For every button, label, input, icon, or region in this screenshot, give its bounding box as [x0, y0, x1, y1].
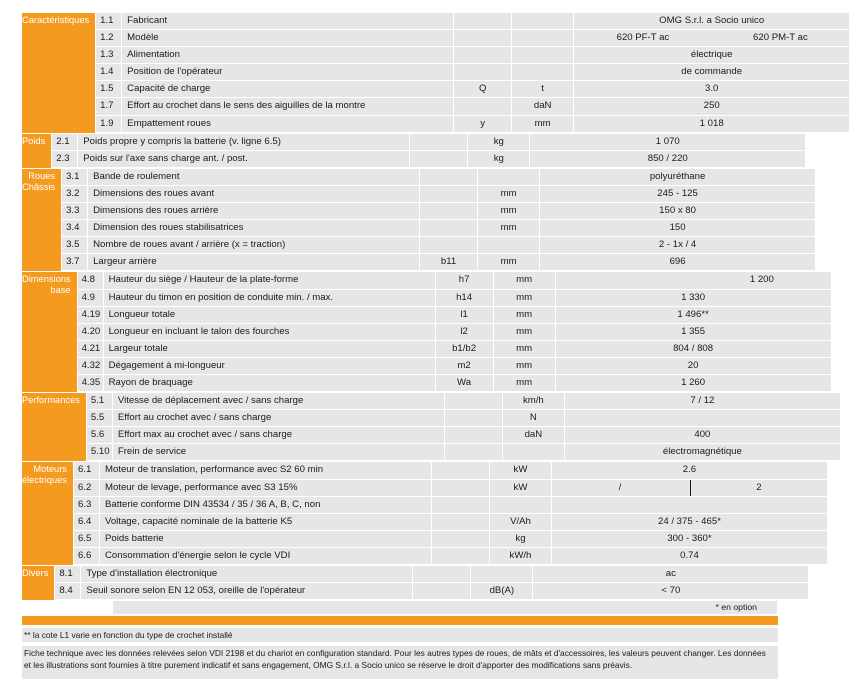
row-value-cell [552, 462, 827, 478]
row-symbol [454, 98, 511, 114]
row-value-cell [565, 444, 840, 460]
row-value: 1 330 [681, 291, 706, 303]
row-unit: daN [512, 98, 573, 114]
spec-row [95, 47, 849, 63]
row-value: / [618, 481, 622, 493]
row-symbol [445, 444, 502, 460]
row-number: 4.8 [78, 272, 103, 288]
row-unit: mm [494, 272, 555, 288]
row-unit: mm [478, 254, 539, 270]
row-symbol [420, 169, 477, 185]
row-unit: kW/h [490, 548, 551, 564]
category-label [22, 13, 95, 133]
row-unit: mm [478, 220, 539, 236]
category-label [22, 272, 77, 392]
row-symbol [410, 151, 467, 167]
row-symbol [420, 220, 477, 236]
row-number: 4.32 [78, 358, 103, 374]
row-symbol [420, 186, 477, 202]
row-symbol: Wa [436, 375, 493, 391]
row-unit [512, 30, 573, 46]
spec-row [86, 427, 840, 443]
row-value-cell [552, 497, 827, 513]
row-symbol [432, 462, 489, 478]
row-value: électromagnétique [662, 446, 742, 458]
row-value: 250 [703, 100, 720, 112]
row-number: 5.5 [87, 410, 112, 426]
row-number: 1.2 [96, 30, 121, 46]
row-unit: mm [512, 116, 573, 132]
row-symbol [454, 30, 511, 46]
row-number: 3.5 [62, 237, 87, 253]
row-value: 3.0 [705, 83, 719, 95]
spec-row [86, 393, 840, 409]
row-number: 1.5 [96, 81, 121, 97]
category-line: électriques [22, 475, 67, 486]
row-value-cell [530, 134, 805, 150]
row-value-cell [540, 186, 815, 202]
row-value: 7 / 12 [690, 395, 715, 407]
row-unit: kW [490, 462, 551, 478]
row-value: 20 [687, 359, 699, 371]
row-label: Bande de roulement [88, 169, 419, 185]
spec-section [22, 134, 778, 168]
row-unit: mm [478, 203, 539, 219]
row-value: 150 [669, 222, 686, 234]
spec-row [77, 272, 831, 288]
row-number: 5.1 [87, 393, 112, 409]
row-symbol: l2 [436, 324, 493, 340]
row-value-cell [556, 272, 831, 288]
row-unit [512, 47, 573, 63]
row-unit: kW [490, 480, 551, 496]
row-unit [512, 13, 573, 29]
row-value-cell [556, 341, 831, 357]
spec-rows [73, 462, 827, 565]
row-value-cell [556, 358, 831, 374]
row-symbol [445, 393, 502, 409]
category-line: Roues [28, 170, 56, 181]
row-symbol: y [454, 116, 511, 132]
row-value-cell [552, 548, 827, 564]
category-line: Moteurs [33, 464, 67, 475]
row-number: 1.3 [96, 47, 121, 63]
row-symbol [445, 427, 502, 443]
row-value-cell [574, 47, 849, 63]
spec-row [54, 566, 808, 582]
row-value: OMG S.r.l. a Socio unico [659, 15, 765, 26]
row-number: 6.5 [74, 531, 99, 547]
row-value-cell [574, 30, 849, 46]
row-label: Longueur totale [104, 307, 435, 323]
row-value: 0.74 [680, 549, 699, 561]
row-unit: mm [494, 307, 555, 323]
row-value-cell [540, 220, 815, 236]
row-value-cell [552, 480, 827, 496]
spec-row [61, 186, 815, 202]
row-value-cell [556, 307, 831, 323]
row-value-cell [540, 254, 815, 270]
category-label [22, 169, 61, 272]
row-number: 6.3 [74, 497, 99, 513]
row-value: 1 018 [699, 117, 724, 129]
row-value: 1 070 [655, 135, 680, 147]
spec-rows [51, 134, 805, 168]
category-label [22, 393, 86, 461]
row-unit: mm [494, 358, 555, 374]
row-value-cell [552, 531, 827, 547]
row-value: ac [665, 568, 676, 579]
spec-section [22, 462, 778, 565]
row-label: Dégagement à mi-longueur [104, 358, 435, 374]
spec-row [95, 30, 849, 46]
row-unit: kg [490, 531, 551, 547]
row-value: 696 [669, 256, 686, 268]
spec-sheet [22, 13, 808, 679]
row-value-cell [574, 13, 849, 29]
row-unit: V/Ah [490, 514, 551, 530]
option-note: * en option [113, 601, 777, 614]
row-symbol [420, 237, 477, 253]
row-symbol [432, 548, 489, 564]
row-label: Vitesse de déplacement avec / sans charge [113, 393, 444, 409]
row-number: 3.4 [62, 220, 87, 236]
disclaimer: Fiche technique avec les données relevées selon VDI 2198 et du chariot en configuration standard. Pour les autres types de roues, de mâts et d'accessoires, les valeurs peuvent changer. Les données et les illustrations sont fournies à titre purement indicatif et sans engagement, OMG S.r.l. a Socio unico se réserve le droit d'apporter des modifications sans préavis. [22, 646, 778, 679]
row-value-cell [533, 583, 808, 599]
row-label: Effort au crochet dans le sens des aiguilles de la montre [122, 98, 453, 114]
row-value: 1 200 [749, 274, 774, 286]
row-value: 2.6 [682, 464, 697, 476]
row-symbol: h14 [436, 290, 493, 306]
row-value: polyuréthane [649, 170, 706, 182]
row-symbol [432, 514, 489, 530]
row-label: Batterie conforme DIN 43534 / 35 / 36 A, B, C, non [100, 497, 431, 513]
row-number: 1.7 [96, 98, 121, 114]
row-symbol [432, 497, 489, 513]
row-value-cell [565, 410, 840, 426]
row-value-cell [556, 375, 831, 391]
spec-row [77, 375, 831, 391]
row-value-cell [565, 427, 840, 443]
row-unit [471, 566, 532, 582]
row-number: 4.35 [78, 375, 103, 391]
row-unit: kg [468, 134, 529, 150]
row-value: 2 - 1x / 4 [658, 239, 697, 251]
row-value-cell [556, 290, 831, 306]
row-label: Moteur de levage, performance avec S3 15% [100, 480, 431, 496]
row-value: 300 - 360* [667, 532, 712, 544]
row-unit: mm [478, 186, 539, 202]
category-label [22, 462, 73, 565]
row-value: 850 / 220 [647, 152, 688, 164]
row-label: Longueur en incluant le talon des fourches [104, 324, 435, 340]
row-label: Hauteur du siège / Hauteur de la plate-forme [104, 272, 435, 288]
row-symbol: h7 [436, 272, 493, 288]
spec-row [61, 220, 815, 236]
row-label: Seuil sonore selon EN 12 053, oreille de l'opérateur [81, 583, 412, 599]
spec-row [54, 583, 808, 599]
row-label: Moteur de translation, performance avec S2 60 min [100, 462, 431, 478]
row-number: 3.2 [62, 186, 87, 202]
row-symbol: Q [454, 81, 511, 97]
category-label [22, 566, 54, 600]
row-label: Poids sur l'axe sans charge ant. / post. [78, 151, 409, 167]
row-value-cell [533, 566, 808, 582]
row-value: 1 355 [681, 325, 706, 337]
spec-section [22, 566, 778, 600]
row-value: 1 260 [681, 376, 706, 388]
spec-row [95, 64, 849, 80]
row-label: Effort au crochet avec / sans charge [113, 410, 444, 426]
row-number: 4.20 [78, 324, 103, 340]
row-symbol: b11 [420, 254, 477, 270]
spec-row [61, 203, 815, 219]
row-unit [478, 237, 539, 253]
row-value-cell [552, 514, 827, 530]
row-unit: km/h [503, 393, 564, 409]
row-number: 8.4 [55, 583, 80, 599]
spec-rows [77, 272, 831, 392]
row-label: Voltage, capacité nominale de la batterie K5 [100, 514, 431, 530]
row-number: 3.1 [62, 169, 87, 185]
row-label: Poids batterie [100, 531, 431, 547]
row-symbol: b1/b2 [436, 341, 493, 357]
row-unit: mm [494, 375, 555, 391]
row-value-cell [574, 98, 849, 114]
row-value [552, 497, 827, 513]
row-unit: mm [494, 290, 555, 306]
spec-rows [61, 169, 815, 272]
row-symbol [413, 566, 470, 582]
row-unit: mm [494, 324, 555, 340]
row-number: 2.1 [52, 134, 77, 150]
row-value-cell [574, 116, 849, 132]
spec-row [77, 324, 831, 340]
spec-row [51, 134, 805, 150]
spec-rows [54, 566, 808, 600]
row-label: Fabricant [122, 13, 453, 29]
row-symbol: l1 [436, 307, 493, 323]
category-line: Divers [22, 568, 49, 578]
row-symbol [432, 480, 489, 496]
row-number: 6.2 [74, 480, 99, 496]
spec-row [86, 410, 840, 426]
row-symbol [413, 583, 470, 599]
spec-row [73, 462, 827, 478]
row-number: 6.1 [74, 462, 99, 478]
row-label: Dimensions des roues avant [88, 186, 419, 202]
row-value: de commande [681, 66, 743, 78]
spec-row [73, 497, 827, 513]
row-label: Rayon de braquage [104, 375, 435, 391]
row-value: 150 x 80 [659, 205, 696, 217]
row-value: < 70 [661, 585, 681, 597]
row-label: Nombre de roues avant / arrière (x = traction) [88, 237, 419, 253]
category-line: Performances [22, 395, 80, 406]
row-symbol [420, 203, 477, 219]
row-unit: daN [503, 427, 564, 443]
row-number: 1.9 [96, 116, 121, 132]
row-value [556, 272, 694, 288]
spec-row [95, 98, 849, 114]
category-line: base [50, 285, 71, 296]
row-value-cell [574, 81, 849, 97]
spec-row [73, 480, 827, 496]
row-unit [490, 497, 551, 513]
spec-row [73, 514, 827, 530]
row-unit: mm [494, 341, 555, 357]
row-unit: t [512, 81, 573, 97]
category-line: Poids [22, 135, 46, 146]
row-symbol [432, 531, 489, 547]
row-label: Empattement roues [122, 116, 453, 132]
row-unit [503, 444, 564, 460]
spec-row [77, 358, 831, 374]
row-value: 804 / 808 [673, 342, 714, 354]
row-number: 3.3 [62, 203, 87, 219]
row-value-cell [540, 237, 815, 253]
row-number: 1.4 [96, 64, 121, 80]
spec-section [22, 272, 778, 392]
spec-row [61, 254, 815, 270]
row-value: électrique [690, 49, 733, 61]
footnote: ** la cote L1 varie en fonction du type de crochet installé [22, 628, 778, 642]
row-value: 620 PF-T ac [616, 32, 670, 44]
row-symbol [454, 47, 511, 63]
spec-row [51, 151, 805, 167]
row-value: 245 - 125 [657, 187, 698, 199]
row-symbol [454, 64, 511, 80]
row-number: 4.9 [78, 290, 103, 306]
row-label: Capacité de charge [122, 81, 453, 97]
row-value: 620 PM-T ac [753, 32, 808, 44]
category-line: Châssis [22, 181, 56, 192]
spec-table [22, 13, 808, 600]
orange-divider [22, 616, 778, 625]
spec-row [73, 548, 827, 564]
row-label: Alimentation [122, 47, 453, 63]
row-value [565, 410, 840, 426]
spec-row [77, 307, 831, 323]
row-label: Effort max au crochet avec / sans charge [113, 427, 444, 443]
spec-row [73, 531, 827, 547]
spec-row [61, 169, 815, 185]
row-label: Dimension des roues stabilisatrices [88, 220, 419, 236]
row-label: Frein de service [113, 444, 444, 460]
row-value: 400 [694, 429, 711, 441]
spec-rows [95, 13, 849, 133]
spec-section [22, 13, 808, 133]
row-symbol [445, 410, 502, 426]
spec-rows [86, 393, 840, 461]
row-symbol: m2 [436, 358, 493, 374]
row-value: 24 / 375 - 465* [657, 515, 721, 527]
row-number: 4.19 [78, 307, 103, 323]
row-label: Dimensions des roues arrière [88, 203, 419, 219]
row-symbol [410, 134, 467, 150]
row-unit [478, 169, 539, 185]
row-number: 6.4 [74, 514, 99, 530]
category-line: Caractéristiques [22, 15, 90, 25]
category-line: Dimensions [22, 274, 71, 285]
row-label: Largeur totale [104, 341, 435, 357]
row-label: Consommation d'énergie selon le cycle VDI [100, 548, 431, 564]
row-unit: dB(A) [471, 583, 532, 599]
row-value: 1 496** [677, 308, 709, 320]
spec-section [22, 169, 778, 272]
row-symbol [454, 13, 511, 29]
spec-row [77, 341, 831, 357]
row-value-cell [540, 169, 815, 185]
category-label [22, 134, 51, 168]
row-label: Modèle [122, 30, 453, 46]
spec-section [22, 393, 778, 461]
spec-row [95, 81, 849, 97]
row-number: 2.3 [52, 151, 77, 167]
row-value-cell [565, 393, 840, 409]
row-value-cell [530, 151, 805, 167]
row-value-cell [556, 324, 831, 340]
spec-row [86, 444, 840, 460]
row-number: 4.21 [78, 341, 103, 357]
row-number: 3.7 [62, 254, 87, 270]
row-unit: kg [468, 151, 529, 167]
spec-row [95, 116, 849, 132]
row-unit [512, 64, 573, 80]
row-number: 6.6 [74, 548, 99, 564]
row-label: Type d'installation électronique [81, 566, 412, 582]
spec-row [95, 13, 849, 29]
row-value-cell [574, 64, 849, 80]
row-number: 1.1 [96, 13, 121, 29]
row-value-cell [540, 203, 815, 219]
spec-row [61, 237, 815, 253]
row-label: Largeur arrière [88, 254, 419, 270]
row-label: Hauteur du timon en position de conduite min. / max. [104, 290, 435, 306]
row-number: 8.1 [55, 566, 80, 582]
row-label: Poids propre y compris la batterie (v. ligne 6.5) [78, 134, 409, 150]
row-value: 2 [690, 480, 827, 496]
spec-row [77, 290, 831, 306]
row-number: 5.10 [87, 444, 112, 460]
row-label: Position de l'opérateur [122, 64, 453, 80]
row-unit: N [503, 410, 564, 426]
row-number: 5.6 [87, 427, 112, 443]
